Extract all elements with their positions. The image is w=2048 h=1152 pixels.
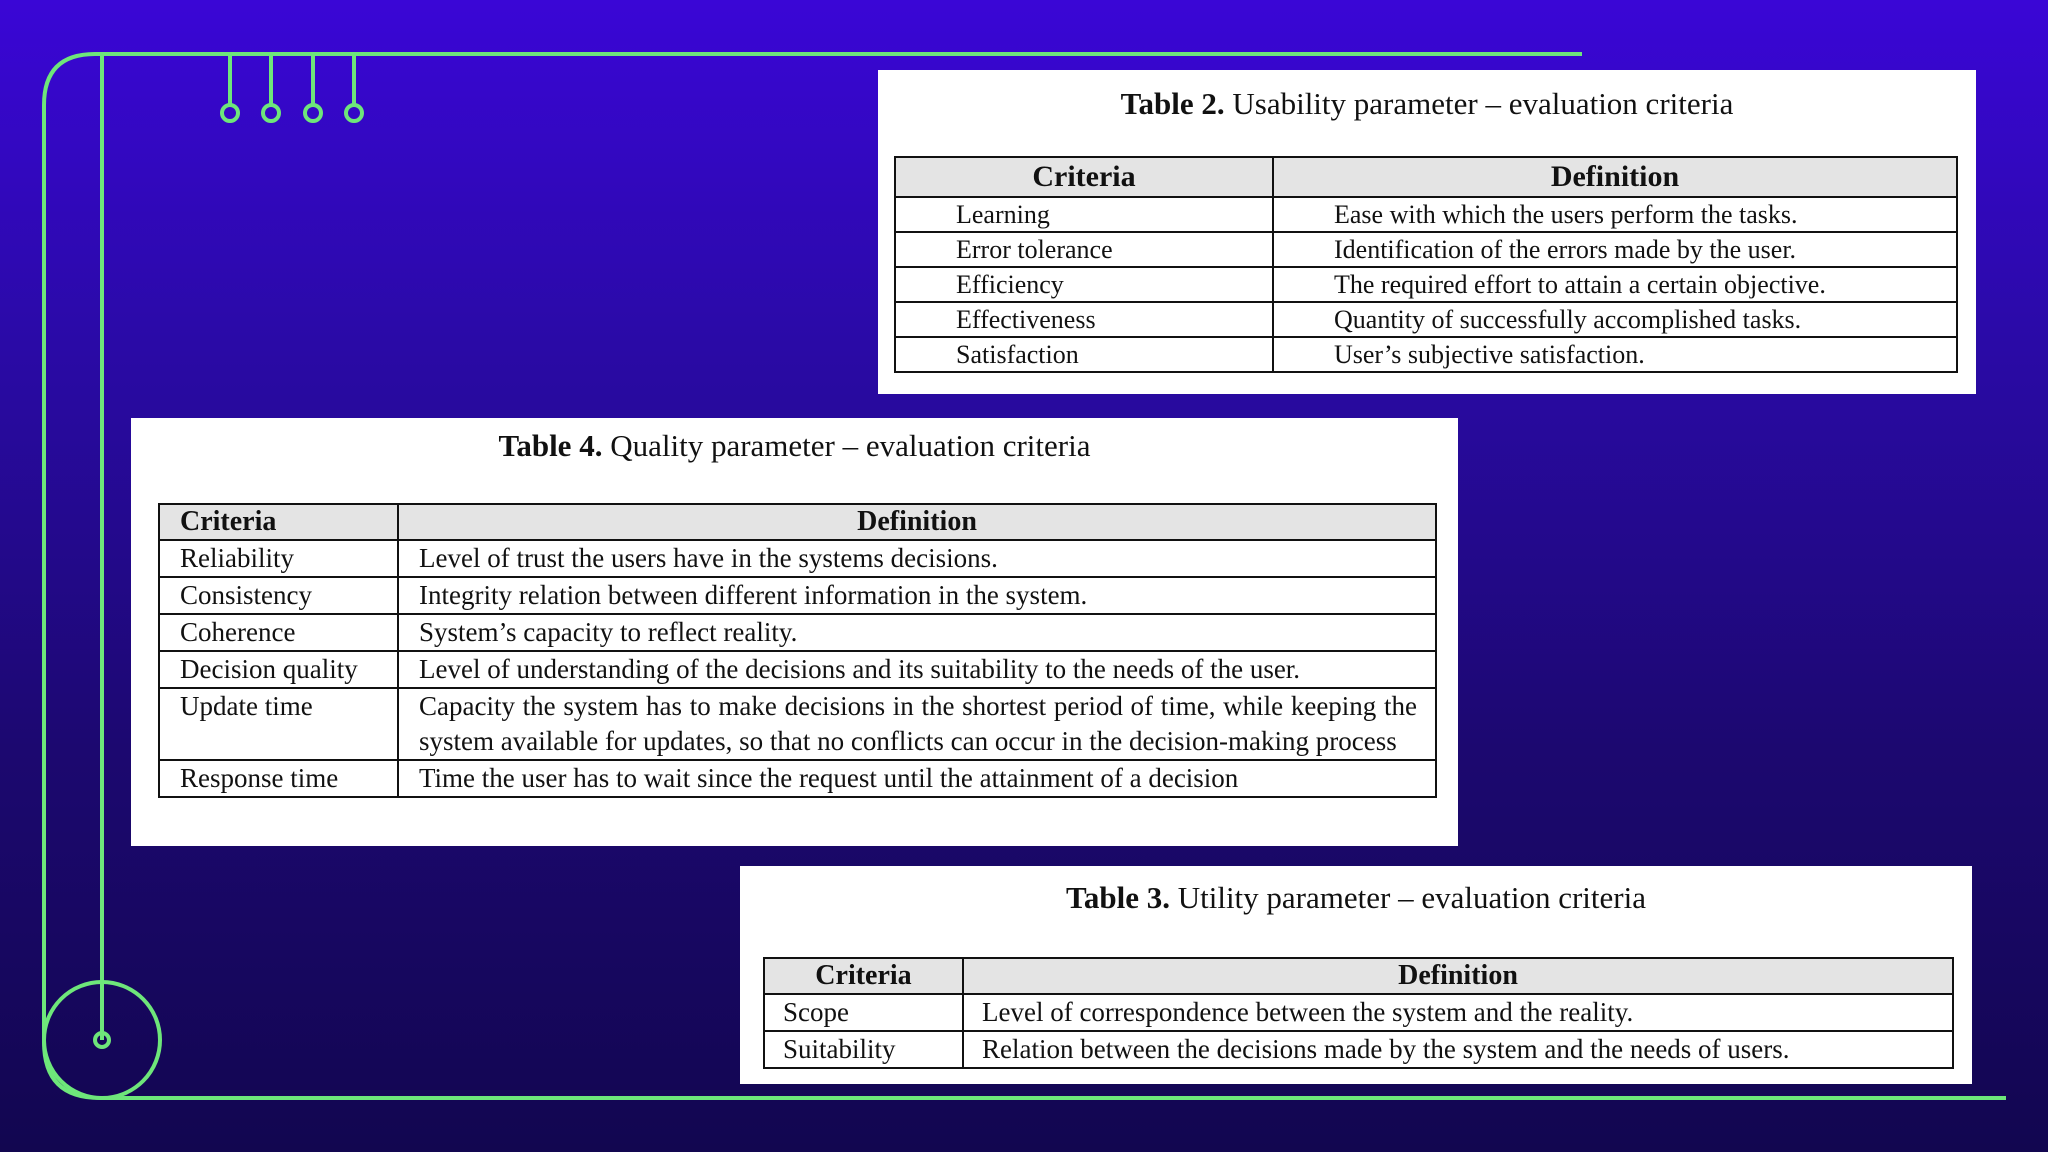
definition-header: Definition xyxy=(398,504,1436,540)
criteria-cell: Efficiency xyxy=(895,267,1273,302)
definition-cell: Integrity relation between different information in the system. xyxy=(398,577,1436,614)
definition-cell: Level of trust the users have in the systems decisions. xyxy=(398,540,1436,577)
table-row xyxy=(764,1031,1953,1068)
criteria-cell: Response time xyxy=(159,760,398,797)
definition-cell: Level of understanding of the decisions and its suitability to the needs of the user. xyxy=(398,651,1436,688)
table-header-row xyxy=(159,504,1436,540)
table4 xyxy=(158,503,1437,798)
table-row xyxy=(159,760,1436,797)
table-row xyxy=(764,994,1953,1031)
criteria-cell: Coherence xyxy=(159,614,398,651)
definition-header: Definition xyxy=(963,958,1953,994)
table4-caption xyxy=(131,428,1458,464)
definition-cell: The required effort to attain a certain objective. xyxy=(1273,267,1957,302)
table-row xyxy=(895,267,1957,302)
table3 xyxy=(763,957,1954,1069)
definition-cell: Level of correspondence between the system and the reality. xyxy=(963,994,1953,1031)
criteria-header: Criteria xyxy=(895,157,1273,197)
table-row xyxy=(895,197,1957,232)
table2-caption xyxy=(878,86,1976,122)
criteria-cell: Decision quality xyxy=(159,651,398,688)
table-row xyxy=(895,337,1957,372)
criteria-cell: Reliability xyxy=(159,540,398,577)
definition-cell: Time the user has to wait since the request until the attainment of a decision xyxy=(398,760,1436,797)
definition-cell: Ease with which the users perform the tasks. xyxy=(1273,197,1957,232)
table3-caption xyxy=(740,880,1972,916)
table2-card xyxy=(878,70,1976,394)
table-row xyxy=(159,688,1436,760)
definition-cell: Quantity of successfully accomplished tasks. xyxy=(1273,302,1957,337)
table2 xyxy=(894,156,1958,373)
definition-cell: Relation between the decisions made by the system and the needs of users. xyxy=(963,1031,1953,1068)
definition-cell: User’s subjective satisfaction. xyxy=(1273,337,1957,372)
criteria-cell: Update time xyxy=(159,688,398,760)
table3-card xyxy=(740,866,1972,1084)
table4-card xyxy=(131,418,1458,846)
definition-cell: Capacity the system has to make decisions in the shortest period of time, while keeping the system available for updates, so that no conflicts can occur in the decision-making process xyxy=(398,688,1436,760)
table-row xyxy=(159,540,1436,577)
table-row xyxy=(895,232,1957,267)
table-row xyxy=(159,577,1436,614)
table-row xyxy=(895,302,1957,337)
connector-node xyxy=(222,105,238,121)
criteria-cell: Learning xyxy=(895,197,1273,232)
table2-caption-number: Table 2. xyxy=(1120,86,1225,121)
definition-cell: Identification of the errors made by the user. xyxy=(1273,232,1957,267)
criteria-cell: Scope xyxy=(764,994,963,1031)
criteria-cell: Suitability xyxy=(764,1031,963,1068)
table-row xyxy=(159,651,1436,688)
definition-cell: System’s capacity to reflect reality. xyxy=(398,614,1436,651)
table2-caption-text: Usability parameter – evaluation criteria xyxy=(1224,86,1734,121)
definition-header: Definition xyxy=(1273,157,1957,197)
table3-caption-number: Table 3. xyxy=(1066,880,1170,915)
criteria-cell: Consistency xyxy=(159,577,398,614)
criteria-cell: Effectiveness xyxy=(895,302,1273,337)
table4-caption-text: Quality parameter – evaluation criteria xyxy=(602,428,1091,463)
criteria-cell: Error tolerance xyxy=(895,232,1273,267)
table-header-row xyxy=(895,157,1957,197)
table4-caption-number: Table 4. xyxy=(498,428,603,463)
criteria-cell: Satisfaction xyxy=(895,337,1273,372)
connector-node xyxy=(346,105,362,121)
criteria-header: Criteria xyxy=(159,504,398,540)
table-row xyxy=(159,614,1436,651)
criteria-header: Criteria xyxy=(764,958,963,994)
table3-caption-text: Utility parameter – evaluation criteria xyxy=(1169,880,1646,915)
table-header-row xyxy=(764,958,1953,994)
connector-node xyxy=(305,105,321,121)
connector-node xyxy=(263,105,279,121)
